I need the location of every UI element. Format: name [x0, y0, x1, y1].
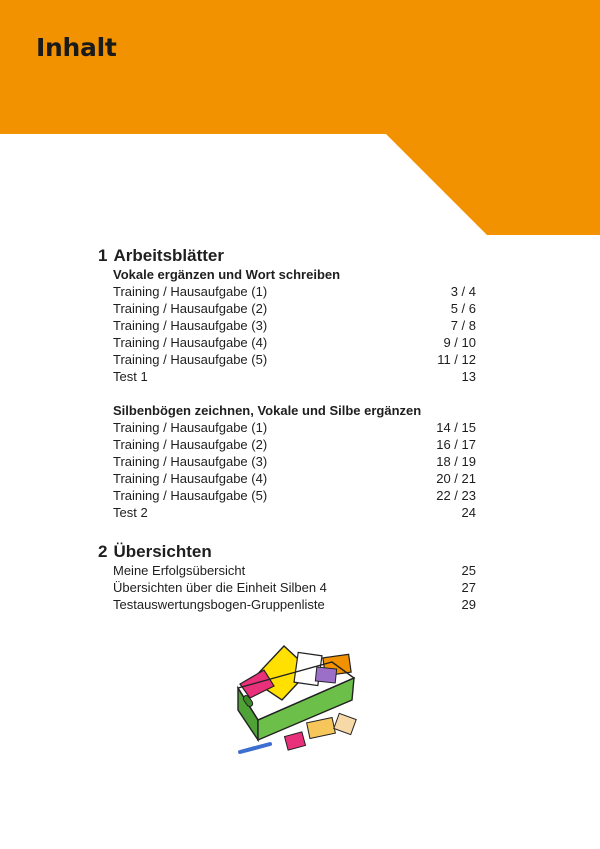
toc-entry [113, 562, 476, 579]
toc-entry [113, 351, 476, 368]
toc-entry [113, 334, 476, 351]
entry-pages: 14 / 15 [436, 420, 476, 435]
entry-label: Training / Hausaufgabe (5) [113, 352, 268, 367]
entry-pages: 22 / 23 [436, 488, 476, 503]
toc-entry [113, 504, 476, 521]
entry-pages: 13 [461, 369, 476, 384]
pencil-shape [240, 744, 270, 752]
entry-label: Training / Hausaufgabe (2) [113, 301, 268, 316]
entry-label: Meine Erfolgsübersicht [113, 563, 246, 578]
toc-entry [113, 470, 476, 487]
toc-entry [113, 419, 476, 436]
toc-entry [113, 283, 476, 300]
entry-pages: 3 / 4 [450, 284, 476, 299]
toc-entry [113, 487, 476, 504]
entry-label: Training / Hausaufgabe (1) [113, 420, 268, 435]
entry-pages: 27 [461, 580, 476, 595]
entry-pages: 9 / 10 [443, 335, 476, 350]
entry-label: Training / Hausaufgabe (1) [113, 284, 268, 299]
page-title: Inhalt [36, 33, 117, 62]
section-title: Übersichten [113, 542, 212, 561]
entry-label: Test 1 [113, 369, 148, 384]
toc-entry [113, 453, 476, 470]
red-card-shape [284, 732, 305, 750]
table-of-contents [98, 246, 476, 613]
purple-card-shape [315, 667, 336, 683]
section-title: Arbeitsblätter [113, 246, 224, 265]
section-number: 2 [98, 542, 108, 561]
group-subtitle: Silbenbögen zeichnen, Vokale und Silbe ergänzen [113, 403, 422, 418]
entry-label: Training / Hausaufgabe (2) [113, 437, 268, 452]
toc-entry [113, 579, 476, 596]
entry-pages: 7 / 8 [450, 318, 476, 333]
entry-pages: 29 [461, 597, 476, 612]
entry-label: Training / Hausaufgabe (4) [113, 471, 268, 486]
entry-label: Training / Hausaufgabe (3) [113, 318, 268, 333]
entry-label: Testauswertungsbogen-Gruppenliste [113, 597, 325, 612]
entry-pages: 5 / 6 [450, 301, 476, 316]
toc-entry [113, 596, 476, 613]
entry-pages: 11 / 12 [437, 352, 476, 367]
beige-card-shape [334, 713, 356, 734]
toc-entry [113, 317, 476, 334]
entry-label: Test 2 [113, 505, 148, 520]
group-spacer [98, 385, 476, 402]
toy-box-illustration-icon [224, 640, 366, 755]
entry-pages: 25 [461, 563, 476, 578]
section-heading-2 [98, 542, 476, 562]
entry-pages: 18 / 19 [436, 454, 476, 469]
entry-label: Training / Hausaufgabe (4) [113, 335, 268, 350]
toc-entry [113, 300, 476, 317]
section-number: 1 [98, 246, 108, 265]
entry-pages: 16 / 17 [436, 437, 476, 452]
toc-entry [113, 368, 476, 385]
toc-entry [113, 436, 476, 453]
entry-pages: 20 / 21 [436, 471, 476, 486]
entry-label: Training / Hausaufgabe (5) [113, 488, 268, 503]
entry-label: Training / Hausaufgabe (3) [113, 454, 268, 469]
card-stack-shape [307, 717, 336, 738]
entry-pages: 24 [461, 505, 476, 520]
section-heading-1 [98, 246, 476, 266]
entry-label: Übersichten über die Einheit Silben 4 [113, 580, 327, 595]
group-subtitle: Vokale ergänzen und Wort schreiben [113, 267, 341, 282]
